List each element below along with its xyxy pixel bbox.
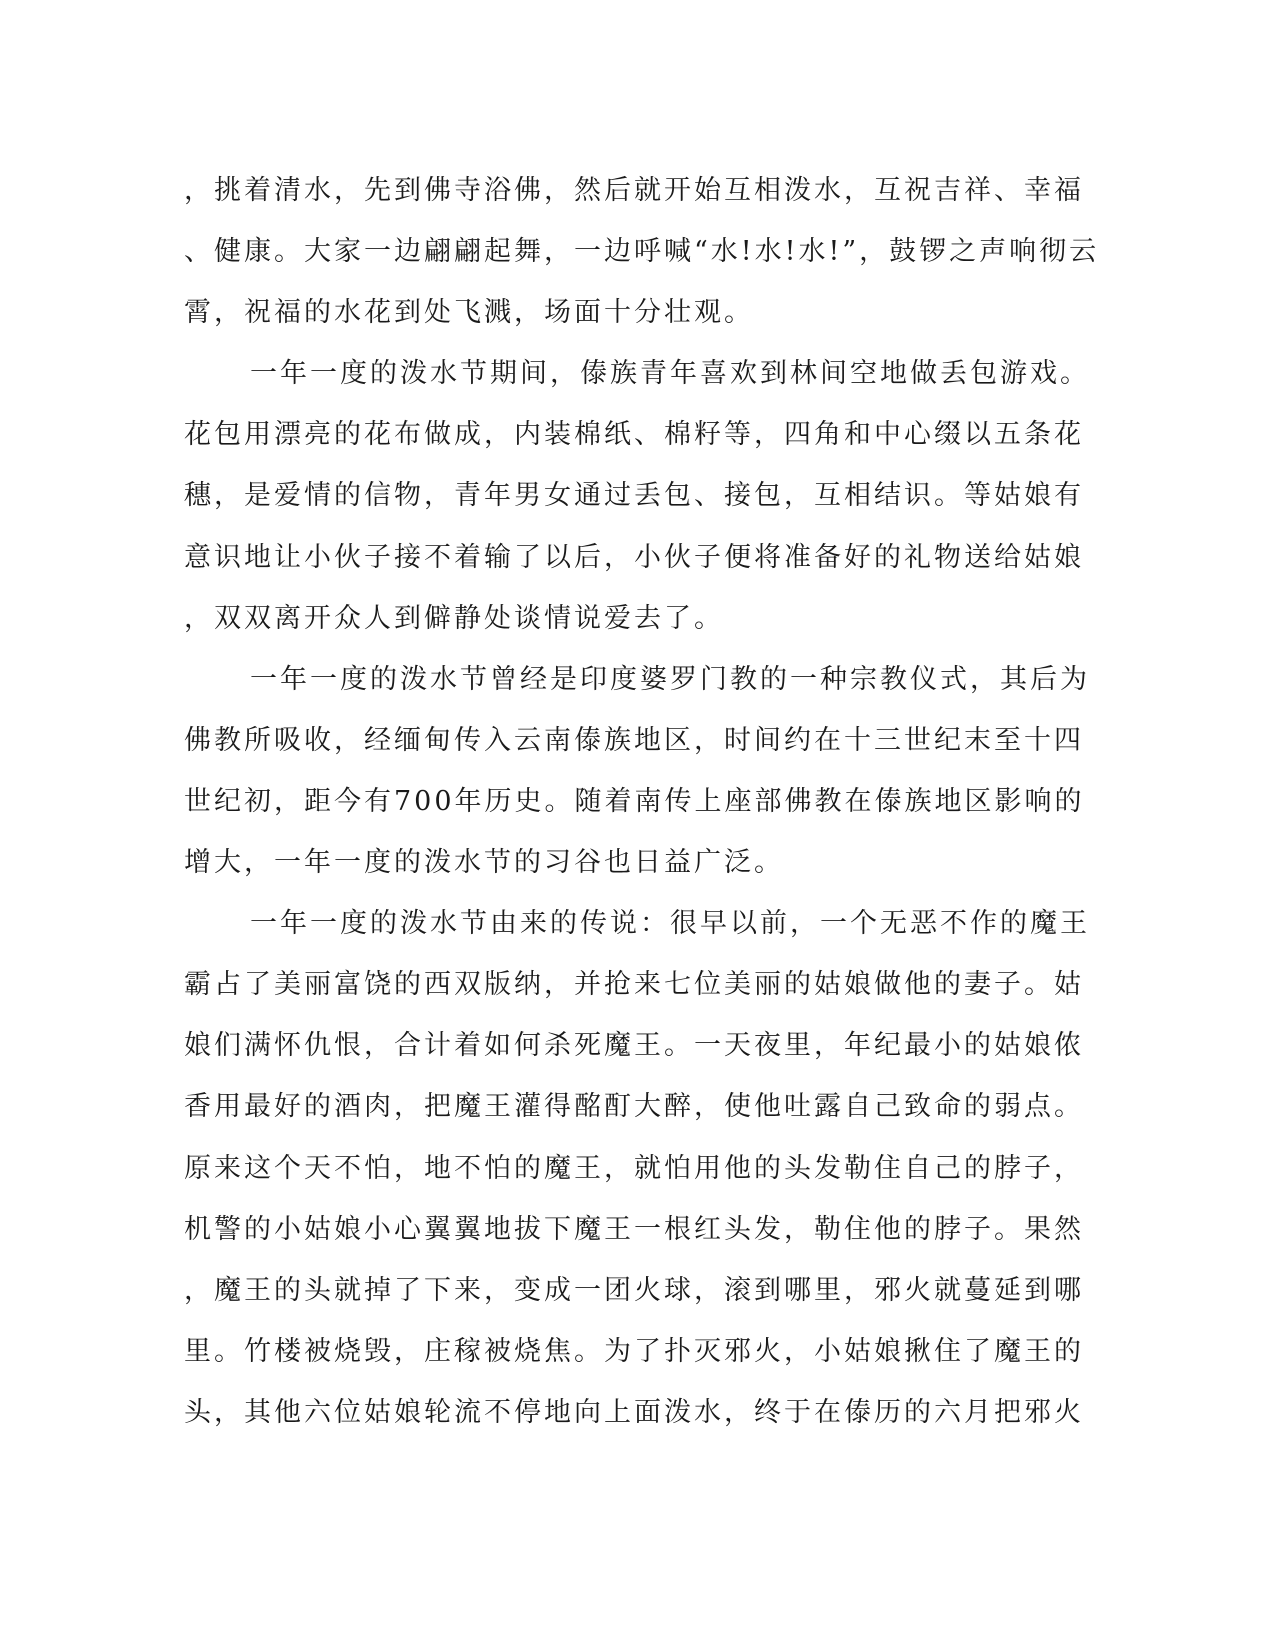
- body-text: [184, 160, 1100, 1443]
- text-line: ，魔王的头就掉了下来，变成一团火球，滚到哪里，邪火就蔓延到哪: [184, 1274, 1084, 1306]
- text-line: 世纪初，距今有700年历史。随着南传上座部佛教在傣族地区影响的: [184, 785, 1085, 817]
- text-line: 意识地让小伙子接不着输了以后，小伙子便将准备好的礼物送给姑娘: [184, 541, 1084, 573]
- text-line: ，挑着清水，先到佛寺浴佛，然后就开始互相泼水，互祝吉祥、幸福: [184, 175, 1084, 206]
- text-line: 机警的小姑娘小心翼翼地拔下魔王一根红头发，勒住他的脖子。果然: [184, 1213, 1084, 1245]
- text-line: 霸占了美丽富饶的西双版纳，并抢来七位美丽的姑娘做他的妻子。姑: [184, 969, 1084, 1001]
- text-line: 佛教所吸收，经缅甸传入云南傣族地区，时间约在十三世纪末至十四: [184, 724, 1084, 756]
- text-line: ，双双离开众人到僻静处谈情说爱去了。: [184, 602, 724, 634]
- text-line: 娘们满怀仇恨，合计着如何杀死魔王。一天夜里，年纪最小的姑娘侬: [184, 1030, 1084, 1062]
- text-line: 原来这个天不怕，地不怕的魔王，就怕用他的头发勒住自己的脖子，: [184, 1152, 1084, 1184]
- text-line: 一年一度的泼水节由来的传说：很早以前，一个无恶不作的魔王: [250, 908, 1090, 940]
- text-line: 增大，一年一度的泼水节的习谷也日益广泛。: [184, 847, 784, 879]
- text-line: 头，其他六位姑娘轮流不停地向上面泼水，终于在傣历的六月把邪火: [184, 1396, 1084, 1428]
- text-line: 穗，是爱情的信物，青年男女通过丢包、接包，互相结识。等姑娘有: [184, 480, 1084, 512]
- text-line: 一年一度的泼水节期间，傣族青年喜欢到林间空地做丢包游戏。: [250, 358, 1090, 390]
- text-line: 花包用漂亮的花布做成，内装棉纸、棉籽等，四角和中心缀以五条花: [184, 419, 1084, 451]
- text-line: 里。竹楼被烧毁，庄稼被烧焦。为了扑灭邪火，小姑娘揪住了魔王的: [184, 1335, 1084, 1367]
- text-line: 香用最好的酒肉，把魔王灌得酩酊大醉，使他吐露自己致命的弱点。: [184, 1091, 1084, 1123]
- text-line: 霄，祝福的水花到处飞溅，场面十分壮观。: [184, 297, 754, 329]
- text-line: 一年一度的泼水节曾经是印度婆罗门教的一种宗教仪式，其后为: [250, 663, 1090, 695]
- text-line: 、健康。大家一边翩翩起舞，一边呼喊“水!水!水!”，鼓锣之声响彻云: [184, 236, 1100, 268]
